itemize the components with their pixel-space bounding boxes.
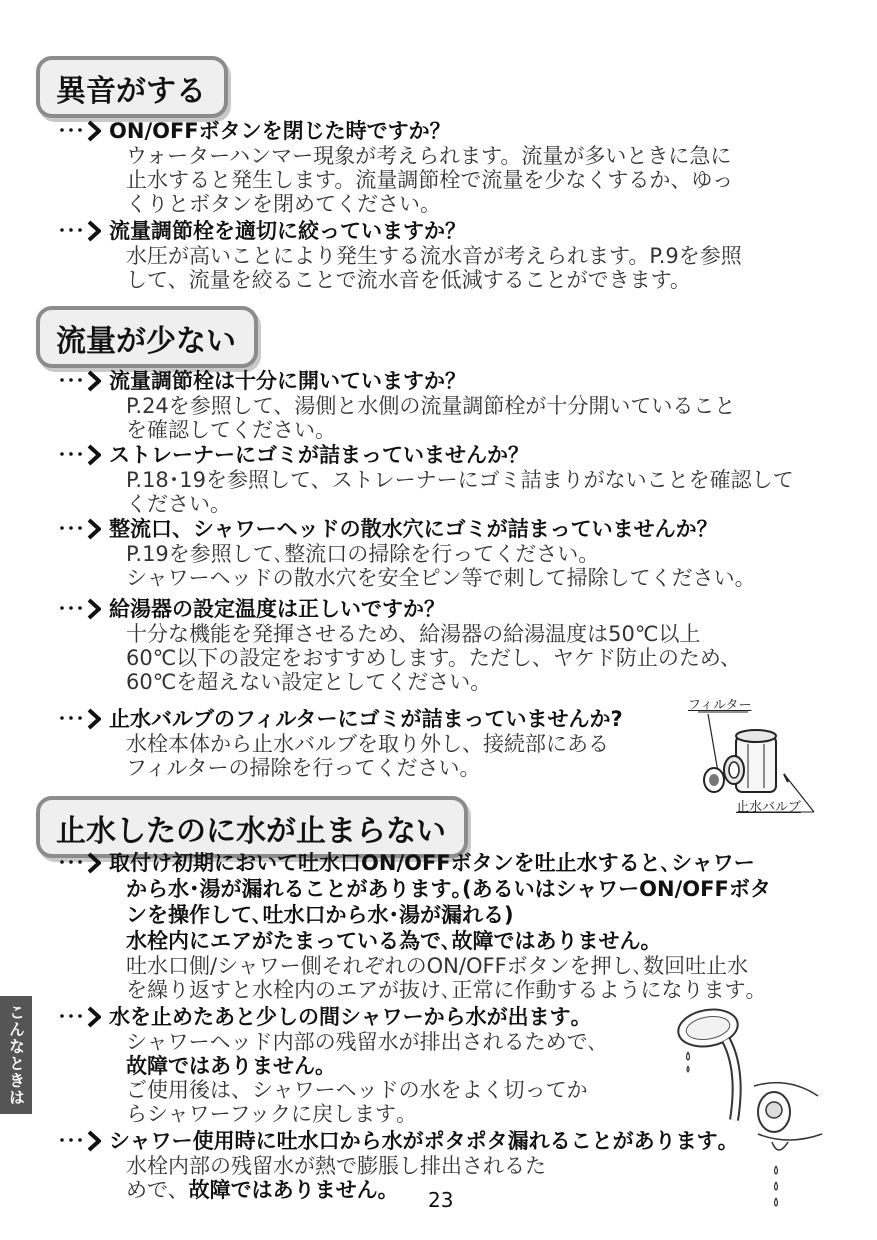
list-item (58, 706, 637, 780)
chevron-right-icon (87, 852, 101, 874)
question-text: ストレーナーにゴミが詰まっていませんか？ (109, 443, 530, 467)
list-item (58, 218, 837, 292)
answer-text: ウォーターハンマー現象が考えられます。流量が多いときに急に 止水すると発生します。流量調節栓で流量を少なくするか、ゆっ くりとボタンを閉めてください。 (126, 144, 734, 216)
chevron-right-icon (87, 370, 101, 392)
question-text: ON/OFFボタンを閉じた時ですか？ (109, 119, 451, 143)
section-heading-low-flow: 流量が少ない (36, 306, 258, 368)
question-text: 取付け初期において吐水口ON/OFFボタンを吐止水すると､シャワー (109, 851, 755, 875)
side-tab-troubleshooting: こんなときは (0, 996, 32, 1114)
chevron-right-icon (87, 1130, 101, 1152)
answer-text: 十分な機能を発揮させるため、給湯器の給湯温度は50℃以上 60℃以下の設定をおすすめします。ただし、ヤケド防止のため、 60℃を超えない設定としてください。 (126, 622, 741, 694)
list-item (58, 516, 837, 590)
chevron-right-icon (87, 120, 101, 142)
question-text: 給湯器の設定温度は正しいですか？ (109, 597, 446, 621)
answer-text: P.19を参照して､整流口の掃除を行ってください。 シャワーヘッドの散水穴を安全ピン等で刺して掃除してください。 (126, 542, 756, 590)
question-text: 流量調節栓は十分に開いていますか？ (109, 369, 467, 393)
chevron-right-icon (87, 1006, 101, 1028)
list-item (58, 442, 837, 516)
spout-illustration (748, 1076, 828, 1216)
dots-icon: ･･･ (58, 599, 86, 618)
chevron-right-icon (87, 518, 101, 540)
dots-icon: ･･･ (58, 519, 86, 538)
question-text: 流量調節栓を適切に絞っていますか？ (109, 219, 467, 243)
chevron-right-icon (87, 598, 101, 620)
filter-label: フィルター (688, 698, 752, 713)
shower-head-illustration (668, 1000, 758, 1140)
question-text: 水を止めたあと少しの間シャワーから水が出ます｡ (109, 1005, 582, 1029)
dots-icon: ･･･ (58, 371, 86, 390)
dots-icon: ･･･ (58, 121, 86, 140)
page-number: 23 (428, 1188, 454, 1212)
question-text: 止水バルブのフィルターにゴミが詰まっていませんか? (109, 707, 623, 731)
answer-text: 水圧が高いことにより発生する流水音が考えられます。P.9を参照 して、流量を絞ることで流水音を低減することができます。 (126, 244, 742, 292)
question-text-continued: から水･湯が漏れることがあります｡(あるいはシャワーON/OFFボタ ンを操作して､吐水口から水･湯が漏れる) 水栓内にエアがたまっている為で､故障ではありません｡ (126, 877, 771, 953)
chevron-right-icon (87, 444, 101, 466)
section-heading-water-not-stopping: 止水したのに水が止まらない (36, 796, 468, 858)
answer-text: 水栓本体から止水バルブを取り外し、接続部にある フィルターの掃除を行ってください。 (126, 732, 609, 780)
list-item (58, 596, 837, 694)
valve-label: 止水バルブ (736, 800, 802, 815)
list-item (58, 850, 837, 1002)
question-text: シャワー使用時に吐水口から水がポタポタ漏れることがあります｡ (109, 1129, 729, 1153)
chevron-right-icon (87, 708, 101, 730)
answer-text: P.18･19を参照して、ストレーナーにゴミ詰まりがないことを確認して ください。 (126, 468, 794, 516)
list-item (58, 118, 837, 216)
chevron-right-icon (87, 220, 101, 242)
list-item (58, 368, 837, 442)
answer-text: P.24を参照して、湯側と水側の流量調節栓が十分開いていること を確認してください。 (126, 394, 736, 442)
answer-text: 吐水口側/シャワー側それぞれのON/OFFボタンを押し､数回吐止水 を繰り返すと水栓内のエアが抜け､正常に作動するようになります｡ (126, 954, 756, 1002)
answer-text: 水栓内部の残留水が熱で膨脹し排出されるた めで、故障ではありません｡ (126, 1154, 546, 1202)
dots-icon: ･･･ (58, 709, 86, 728)
dots-icon: ･･･ (58, 445, 86, 464)
answer-text: シャワーヘッド内部の残留水が排出されるためで､ 故障ではありません｡ ご使用後は、シャワーヘッドの水をよく切ってか らシャワーフックに戻します｡ (126, 1030, 599, 1126)
dots-icon: ･･･ (58, 221, 86, 240)
section-heading-noise: 異音がする (36, 56, 228, 118)
dots-icon: ･･･ (58, 1007, 86, 1026)
dots-icon: ･･･ (58, 1131, 86, 1150)
question-text: 整流口、シャワーヘッドの散水穴にゴミが詰まっていませんか？ (109, 517, 718, 541)
dots-icon: ･･･ (58, 853, 86, 872)
